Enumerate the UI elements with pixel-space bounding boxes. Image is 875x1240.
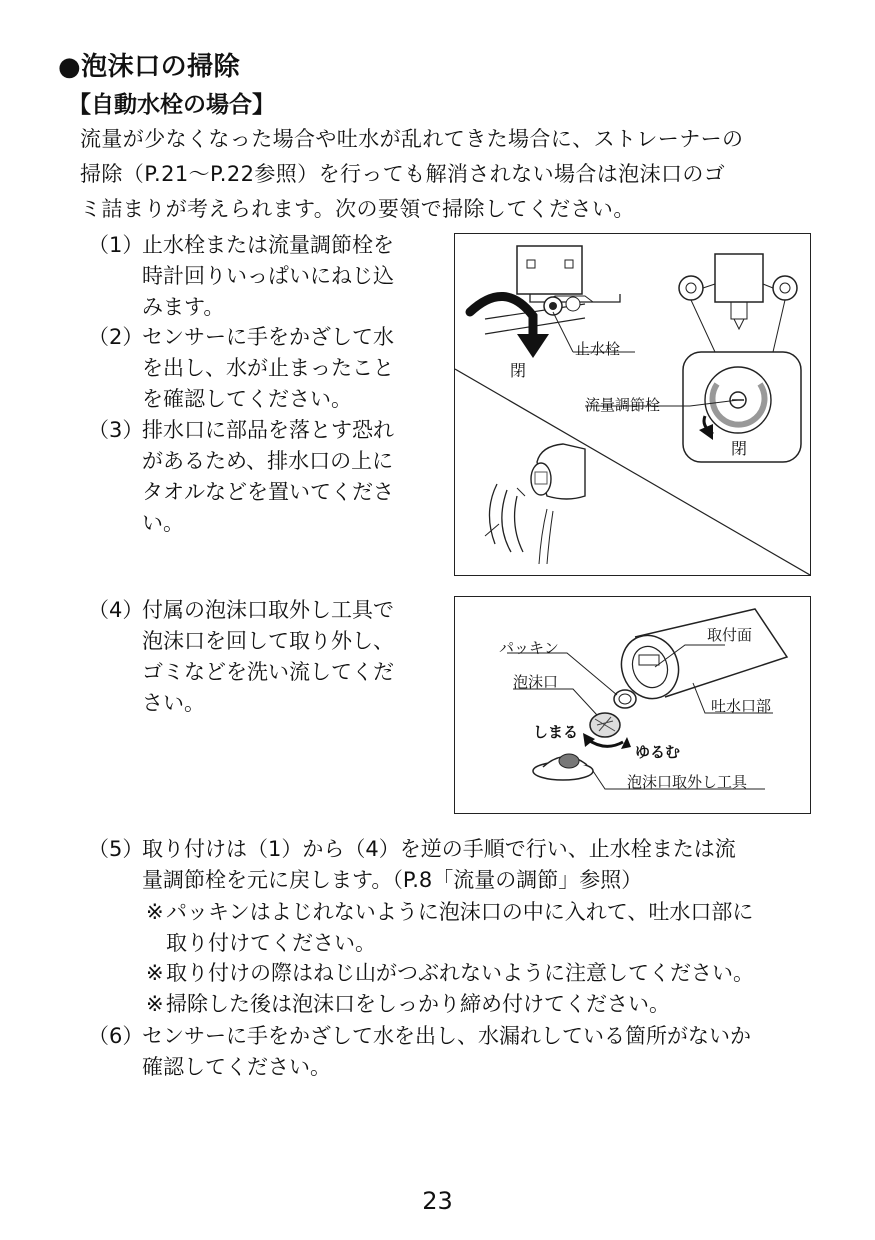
section-heading: ●泡沫口の掃除 [58,52,241,82]
step-line: タオルなどを置いてくださ [142,480,394,504]
step-2 [88,322,448,417]
label-close-left: 閉 [510,361,527,380]
step-text [142,595,394,719]
label-mount-surface: 取付面 [707,626,753,644]
page-number: 23 [422,1187,453,1215]
label-close-right: 閉 [731,439,748,458]
step-3 [88,415,448,541]
figure-valve-close [454,233,811,576]
section-subheading: 【自動水栓の場合】 [68,92,275,118]
step-line: 止水栓または流量調節栓を [142,233,394,257]
step-line: 泡沫口を回して取り外し、 [142,629,394,653]
step-text [142,1021,751,1083]
note-line: 取り付けの際はねじ山がつぶれないように注意してください。 [166,961,754,985]
step-number: （4） [88,598,144,622]
note-line: パッキンはよじれないように泡沫口の中に入れて、吐水口部に [166,900,754,924]
step-6 [88,1021,818,1085]
step-line: を確認してください。 [142,387,352,411]
note-packing [146,897,816,961]
intro-paragraph [80,122,820,227]
intro-line: ミ詰まりが考えられます。次の要領で掃除してください。 [80,197,635,221]
step-line: センサーに手をかざして水を出し、水漏れしている箇所がないか [142,1024,751,1048]
step-line: 排水口に部品を落とす恐れ [142,418,394,442]
note-mark: ※ [146,992,164,1016]
note-mark: ※ [146,900,164,924]
step-line: い。 [142,511,184,535]
step-5 [88,834,818,898]
step-line: 確認してください。 [142,1055,331,1079]
step-number: （1） [88,233,144,257]
label-flow-valve: 流量調節栓 [585,396,661,414]
label-stop-valve: 止水栓 [575,340,621,358]
step-number: （3） [88,418,144,442]
step-line: センサーに手をかざして水 [142,325,394,349]
figure-aerator-removal [454,596,811,814]
step-line: があるため、排水口の上に [142,449,394,473]
step-number: （5） [88,837,144,861]
step-4 [88,595,448,721]
step-line: 取り付けは（1）から（4）を逆の手順で行い、止水栓または流 [142,837,736,861]
label-removal-tool: 泡沫口取外し工具 [627,773,748,791]
label-packing: パッキン [499,639,559,657]
step-line: みます。 [142,295,225,319]
step-text [142,322,394,415]
step-line: 時計回りいっぱいにねじ込 [142,264,394,288]
label-loosen: ゆるむ [635,743,681,761]
step-text [142,834,736,896]
note-thread [146,958,816,990]
note-text [166,897,753,959]
intro-line: 流量が少なくなった場合や吐水が乱れてきた場合に、ストレーナーの [80,127,744,151]
step-line: 付属の泡沫口取外し工具で [142,598,394,622]
step-number: （6） [88,1024,144,1048]
note-mark: ※ [146,961,164,985]
label-aerator: 泡沫口 [513,673,559,691]
step-text [142,230,394,323]
label-tighten: しまる [533,723,579,741]
note-text [166,958,754,989]
step-1 [88,230,448,325]
intro-line: 掃除（P.21～P.22参照）を行っても解消されない場合は泡沫口のゴ [80,162,726,186]
step-line: 量調節栓を元に戻します。（P.8「流量の調節」参照） [142,868,643,892]
step-line: ゴミなどを洗い流してくだ [142,660,394,684]
step-text [142,415,394,539]
step-line: を出し、水が止まったこと [142,356,394,380]
step-line: さい。 [142,691,205,715]
note-text [166,989,670,1020]
note-line: 取り付けてください。 [166,931,376,955]
label-spout: 吐水口部 [711,697,772,715]
note-line: 掃除した後は泡沫口をしっかり締め付けてください。 [166,992,670,1016]
note-tighten [146,989,816,1021]
step-number: （2） [88,325,144,349]
